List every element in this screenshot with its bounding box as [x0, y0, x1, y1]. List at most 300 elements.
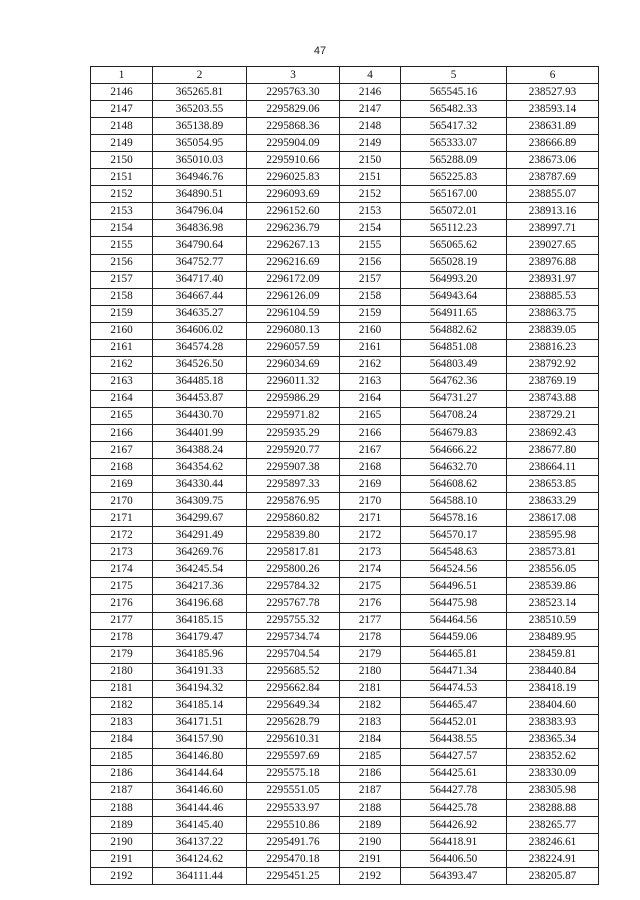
- table-cell: 2296093.69: [247, 186, 340, 203]
- table-cell: 2187: [91, 782, 153, 799]
- table-cell: 365138.89: [153, 118, 247, 135]
- table-row: [91, 629, 599, 646]
- table-row: [91, 663, 599, 680]
- table-cell: 565112.23: [401, 220, 507, 237]
- table-cell: 2153: [91, 203, 153, 220]
- table-cell: 238205.87: [507, 868, 599, 885]
- table-cell: 2295763.30: [247, 84, 340, 101]
- table-cell: 565482.33: [401, 101, 507, 118]
- table-cell: 238839.05: [507, 322, 599, 339]
- table-row: [91, 697, 599, 714]
- table-cell: 2295800.26: [247, 561, 340, 578]
- table-cell: 364179.47: [153, 629, 247, 646]
- table-cell: 564882.62: [401, 322, 507, 339]
- table-cell: 564426.92: [401, 817, 507, 834]
- table-cell: 564588.10: [401, 493, 507, 510]
- table-cell: 565545.16: [401, 84, 507, 101]
- table-cell: 2166: [340, 424, 401, 441]
- table-row: [91, 459, 599, 476]
- table-cell: 564679.83: [401, 424, 507, 441]
- table-cell: 2147: [91, 101, 153, 118]
- table-row: [91, 595, 599, 612]
- table-cell: 2296080.13: [247, 322, 340, 339]
- table-cell: 365203.55: [153, 101, 247, 118]
- table-cell: 2148: [340, 118, 401, 135]
- table-row: [91, 817, 599, 834]
- table-cell: 2158: [91, 288, 153, 305]
- table-cell: 2177: [340, 612, 401, 629]
- table-cell: 2147: [340, 101, 401, 118]
- table-cell: 364185.96: [153, 646, 247, 663]
- table-cell: 365010.03: [153, 152, 247, 169]
- table-cell: 364635.27: [153, 305, 247, 322]
- table-cell: 2191: [91, 851, 153, 868]
- table-cell: 2295935.29: [247, 424, 340, 441]
- table-cell: 364401.99: [153, 424, 247, 441]
- table-cell: 238816.23: [507, 339, 599, 356]
- table-cell: 364299.67: [153, 510, 247, 527]
- table-cell: 2296126.09: [247, 288, 340, 305]
- table-row: [91, 731, 599, 748]
- table-cell: 2295907.38: [247, 459, 340, 476]
- table-cell: 2179: [91, 646, 153, 663]
- table-row: [91, 493, 599, 510]
- table-cell: 238729.21: [507, 407, 599, 424]
- table-cell: 2175: [91, 578, 153, 595]
- table-cell: 364191.33: [153, 663, 247, 680]
- table-cell: 564475.98: [401, 595, 507, 612]
- table-cell: 2165: [340, 407, 401, 424]
- table-cell: 2179: [340, 646, 401, 663]
- table-cell: 238743.88: [507, 390, 599, 407]
- table-cell: 2178: [340, 629, 401, 646]
- table-row: [91, 305, 599, 322]
- table-cell: 2296172.09: [247, 271, 340, 288]
- table-cell: 564851.08: [401, 339, 507, 356]
- table-cell: 564459.06: [401, 629, 507, 646]
- table-cell: 238404.60: [507, 697, 599, 714]
- table-row: [91, 254, 599, 271]
- table-cell: 564943.64: [401, 288, 507, 305]
- table-row: [91, 868, 599, 885]
- table-cell: 364796.04: [153, 203, 247, 220]
- table-cell: 2295860.82: [247, 510, 340, 527]
- table-row: [91, 680, 599, 697]
- table-row: [91, 186, 599, 203]
- table-cell: 564406.50: [401, 851, 507, 868]
- table-cell: 238527.93: [507, 84, 599, 101]
- table-cell: 564418.91: [401, 834, 507, 851]
- column-header: 2: [153, 67, 247, 84]
- table-cell: 2154: [91, 220, 153, 237]
- table-cell: 2295575.18: [247, 765, 340, 782]
- column-header: 3: [247, 67, 340, 84]
- table-cell: 565225.83: [401, 169, 507, 186]
- table-cell: 2160: [340, 322, 401, 339]
- table-cell: 238224.91: [507, 851, 599, 868]
- table-cell: 364430.70: [153, 407, 247, 424]
- table-cell: 564427.78: [401, 782, 507, 799]
- table-cell: 364217.36: [153, 578, 247, 595]
- table-cell: 238673.06: [507, 152, 599, 169]
- table-row: [91, 237, 599, 254]
- table-row: [91, 118, 599, 135]
- table-cell: 364309.75: [153, 493, 247, 510]
- table-cell: 2160: [91, 322, 153, 339]
- table-cell: 564425.78: [401, 800, 507, 817]
- table-cell: 2295533.97: [247, 800, 340, 817]
- table-cell: 238595.98: [507, 527, 599, 544]
- table-cell: 565333.07: [401, 135, 507, 152]
- table-cell: 238365.34: [507, 731, 599, 748]
- table-cell: 2171: [340, 510, 401, 527]
- table-cell: 2295920.77: [247, 442, 340, 459]
- table-cell: 238666.89: [507, 135, 599, 152]
- table-cell: 565167.00: [401, 186, 507, 203]
- table-cell: 238631.89: [507, 118, 599, 135]
- table-cell: 238885.53: [507, 288, 599, 305]
- table-cell: 2164: [91, 390, 153, 407]
- table-cell: 238997.71: [507, 220, 599, 237]
- table-cell: 565072.01: [401, 203, 507, 220]
- table-cell: 238418.19: [507, 680, 599, 697]
- table-cell: 2163: [340, 373, 401, 390]
- table-cell: 2174: [340, 561, 401, 578]
- table-row: [91, 373, 599, 390]
- table-cell: 2188: [340, 800, 401, 817]
- table-cell: 364144.46: [153, 800, 247, 817]
- table-cell: 2296025.83: [247, 169, 340, 186]
- table-cell: 238556.05: [507, 561, 599, 578]
- table-cell: 2295597.69: [247, 748, 340, 765]
- table-cell: 2146: [91, 84, 153, 101]
- table-cell: 2183: [91, 714, 153, 731]
- table-row: [91, 834, 599, 851]
- table-cell: 2295817.81: [247, 544, 340, 561]
- table-row: [91, 851, 599, 868]
- table-cell: 2173: [340, 544, 401, 561]
- table-row: [91, 782, 599, 799]
- table-cell: 238787.69: [507, 169, 599, 186]
- table-cell: 2295704.54: [247, 646, 340, 663]
- table-cell: 564578.16: [401, 510, 507, 527]
- table-cell: 565417.32: [401, 118, 507, 135]
- table-cell: 2295491.76: [247, 834, 340, 851]
- table-row: [91, 578, 599, 595]
- table-cell: 364330.44: [153, 476, 247, 493]
- table-cell: 564731.27: [401, 390, 507, 407]
- table-cell: 564427.57: [401, 748, 507, 765]
- table-cell: 365265.81: [153, 84, 247, 101]
- table-row: [91, 84, 599, 101]
- table-cell: 2295868.36: [247, 118, 340, 135]
- table-cell: 2171: [91, 510, 153, 527]
- table-cell: 564608.62: [401, 476, 507, 493]
- table-cell: 564425.61: [401, 765, 507, 782]
- table-cell: 364196.68: [153, 595, 247, 612]
- table-cell: 2162: [91, 356, 153, 373]
- table-cell: 2186: [340, 765, 401, 782]
- table-cell: 2168: [340, 459, 401, 476]
- table-cell: 2295829.06: [247, 101, 340, 118]
- table-cell: 2295971.82: [247, 407, 340, 424]
- table-cell: 2296236.79: [247, 220, 340, 237]
- table-cell: 2167: [91, 442, 153, 459]
- table-cell: 564993.20: [401, 271, 507, 288]
- table-cell: 2182: [91, 697, 153, 714]
- table-cell: 2172: [91, 527, 153, 544]
- table-cell: 2162: [340, 356, 401, 373]
- table-cell: 364752.77: [153, 254, 247, 271]
- table-cell: 364144.64: [153, 765, 247, 782]
- table-cell: 2177: [91, 612, 153, 629]
- table-cell: 364890.51: [153, 186, 247, 203]
- table-cell: 364667.44: [153, 288, 247, 305]
- table-cell: 2175: [340, 578, 401, 595]
- column-header: 5: [401, 67, 507, 84]
- table-cell: 2295784.32: [247, 578, 340, 595]
- table-cell: 238633.29: [507, 493, 599, 510]
- table-cell: 2148: [91, 118, 153, 135]
- table-cell: 2150: [91, 152, 153, 169]
- table-row: [91, 407, 599, 424]
- table-cell: 2185: [340, 748, 401, 765]
- table-cell: 564524.56: [401, 561, 507, 578]
- table-cell: 2180: [91, 663, 153, 680]
- table-cell: 564570.17: [401, 527, 507, 544]
- table-cell: 2295755.32: [247, 612, 340, 629]
- table-cell: 2153: [340, 203, 401, 220]
- table-cell: 2169: [340, 476, 401, 493]
- table-cell: 364453.87: [153, 390, 247, 407]
- table-cell: 2189: [91, 817, 153, 834]
- table-cell: 238265.77: [507, 817, 599, 834]
- table-cell: 2295662.84: [247, 680, 340, 697]
- table-cell: 2296216.69: [247, 254, 340, 271]
- table-cell: 2295904.09: [247, 135, 340, 152]
- table-cell: 2170: [340, 493, 401, 510]
- table-cell: 564548.63: [401, 544, 507, 561]
- table-cell: 2176: [340, 595, 401, 612]
- table-row: [91, 527, 599, 544]
- table-cell: 238510.59: [507, 612, 599, 629]
- table-cell: 2182: [340, 697, 401, 714]
- column-header: 1: [91, 67, 153, 84]
- table-cell: 364485.18: [153, 373, 247, 390]
- table-cell: 2295685.52: [247, 663, 340, 680]
- table-cell: 364946.76: [153, 169, 247, 186]
- table-cell: 2166: [91, 424, 153, 441]
- table-cell: 564471.34: [401, 663, 507, 680]
- table-cell: 2174: [91, 561, 153, 578]
- table-cell: 2163: [91, 373, 153, 390]
- table-cell: 2155: [91, 237, 153, 254]
- table-cell: 2172: [340, 527, 401, 544]
- table-row: [91, 356, 599, 373]
- page-number: 47: [313, 45, 327, 57]
- table-row: [91, 169, 599, 186]
- table-cell: 238305.98: [507, 782, 599, 799]
- table-cell: 2295897.33: [247, 476, 340, 493]
- table-cell: 2185: [91, 748, 153, 765]
- table-cell: 2190: [91, 834, 153, 851]
- table-cell: 2152: [340, 186, 401, 203]
- table-cell: 2187: [340, 782, 401, 799]
- table-row: [91, 748, 599, 765]
- table-cell: 238489.95: [507, 629, 599, 646]
- table-row: [91, 271, 599, 288]
- table-cell: 364111.44: [153, 868, 247, 885]
- table-cell: 564465.47: [401, 697, 507, 714]
- table-cell: 364354.62: [153, 459, 247, 476]
- table-cell: 2157: [340, 271, 401, 288]
- table-cell: 238523.14: [507, 595, 599, 612]
- table-cell: 2154: [340, 220, 401, 237]
- table-cell: 2296267.13: [247, 237, 340, 254]
- table-cell: 2149: [91, 135, 153, 152]
- table-cell: 238863.75: [507, 305, 599, 322]
- table-cell: 364526.50: [153, 356, 247, 373]
- table-cell: 238593.14: [507, 101, 599, 118]
- table-row: [91, 322, 599, 339]
- table-cell: 2150: [340, 152, 401, 169]
- table-cell: 2295510.86: [247, 817, 340, 834]
- table-cell: 364185.14: [153, 697, 247, 714]
- table-cell: 564393.47: [401, 868, 507, 885]
- table-cell: 364269.76: [153, 544, 247, 561]
- table-row: [91, 765, 599, 782]
- table-row: [91, 152, 599, 169]
- table-cell: 2296057.59: [247, 339, 340, 356]
- table-row: [91, 800, 599, 817]
- table-cell: 2152: [91, 186, 153, 203]
- table-cell: 238440.84: [507, 663, 599, 680]
- table-cell: 2159: [340, 305, 401, 322]
- table-cell: 364137.22: [153, 834, 247, 851]
- table-cell: 364124.62: [153, 851, 247, 868]
- table-cell: 2296152.60: [247, 203, 340, 220]
- table-cell: 2168: [91, 459, 153, 476]
- table-cell: 364836.98: [153, 220, 247, 237]
- table-cell: 2151: [340, 169, 401, 186]
- table-cell: 2167: [340, 442, 401, 459]
- table-cell: 2146: [340, 84, 401, 101]
- table-cell: 2184: [91, 731, 153, 748]
- table-row: [91, 442, 599, 459]
- table-cell: 564452.01: [401, 714, 507, 731]
- table-cell: 2156: [91, 254, 153, 271]
- column-header: 6: [507, 67, 599, 84]
- table-cell: 238330.09: [507, 765, 599, 782]
- table-cell: 565065.62: [401, 237, 507, 254]
- table-row: [91, 561, 599, 578]
- table-cell: 2295470.18: [247, 851, 340, 868]
- header-row: [91, 67, 599, 84]
- table-cell: 564762.36: [401, 373, 507, 390]
- coordinates-table: [90, 66, 599, 885]
- table-cell: 238677.80: [507, 442, 599, 459]
- table-cell: 564496.51: [401, 578, 507, 595]
- table-cell: 2164: [340, 390, 401, 407]
- table-cell: 364157.90: [153, 731, 247, 748]
- table-cell: 564708.24: [401, 407, 507, 424]
- table-cell: 364146.80: [153, 748, 247, 765]
- table-row: [91, 476, 599, 493]
- table-cell: 2192: [340, 868, 401, 885]
- table-cell: 2188: [91, 800, 153, 817]
- table-row: [91, 101, 599, 118]
- table-row: [91, 510, 599, 527]
- table-cell: 2295986.29: [247, 390, 340, 407]
- table-cell: 364574.28: [153, 339, 247, 356]
- table-cell: 238855.07: [507, 186, 599, 203]
- table-cell: 2155: [340, 237, 401, 254]
- table-cell: 2180: [340, 663, 401, 680]
- table-cell: 564465.81: [401, 646, 507, 663]
- table-cell: 2173: [91, 544, 153, 561]
- table-cell: 2295910.66: [247, 152, 340, 169]
- table-cell: 238459.81: [507, 646, 599, 663]
- table-cell: 2156: [340, 254, 401, 271]
- table-cell: 364185.15: [153, 612, 247, 629]
- table-row: [91, 135, 599, 152]
- table-cell: 2184: [340, 731, 401, 748]
- table-cell: 238539.86: [507, 578, 599, 595]
- table-row: [91, 612, 599, 629]
- table-cell: 239027.65: [507, 237, 599, 254]
- table-cell: 238692.43: [507, 424, 599, 441]
- table-cell: 364606.02: [153, 322, 247, 339]
- table-cell: 2170: [91, 493, 153, 510]
- table-cell: 2295610.31: [247, 731, 340, 748]
- table-cell: 2161: [91, 339, 153, 356]
- table-body: [91, 84, 599, 885]
- table-cell: 2158: [340, 288, 401, 305]
- table-cell: 2295649.34: [247, 697, 340, 714]
- table-cell: 2183: [340, 714, 401, 731]
- table-cell: 2295839.80: [247, 527, 340, 544]
- table-cell: 564911.65: [401, 305, 507, 322]
- table-cell: 2157: [91, 271, 153, 288]
- table-cell: 564474.53: [401, 680, 507, 697]
- table-row: [91, 339, 599, 356]
- table-cell: 238383.93: [507, 714, 599, 731]
- table-cell: 564632.70: [401, 459, 507, 476]
- table-cell: 238769.19: [507, 373, 599, 390]
- table-cell: 2296011.32: [247, 373, 340, 390]
- table-cell: 238288.88: [507, 800, 599, 817]
- table-cell: 2296034.69: [247, 356, 340, 373]
- table-cell: 2151: [91, 169, 153, 186]
- table-row: [91, 646, 599, 663]
- table-cell: 2178: [91, 629, 153, 646]
- table-cell: 238913.16: [507, 203, 599, 220]
- table-cell: 2295876.95: [247, 493, 340, 510]
- table-cell: 238664.11: [507, 459, 599, 476]
- table-row: [91, 203, 599, 220]
- table-cell: 2192: [91, 868, 153, 885]
- table-cell: 364388.24: [153, 442, 247, 459]
- column-header: 4: [340, 67, 401, 84]
- table-cell: 364145.40: [153, 817, 247, 834]
- table-cell: 564464.56: [401, 612, 507, 629]
- table-cell: 238352.62: [507, 748, 599, 765]
- table-row: [91, 714, 599, 731]
- table-cell: 2161: [340, 339, 401, 356]
- table-cell: 565028.19: [401, 254, 507, 271]
- table-cell: 2295767.78: [247, 595, 340, 612]
- table-cell: 2181: [340, 680, 401, 697]
